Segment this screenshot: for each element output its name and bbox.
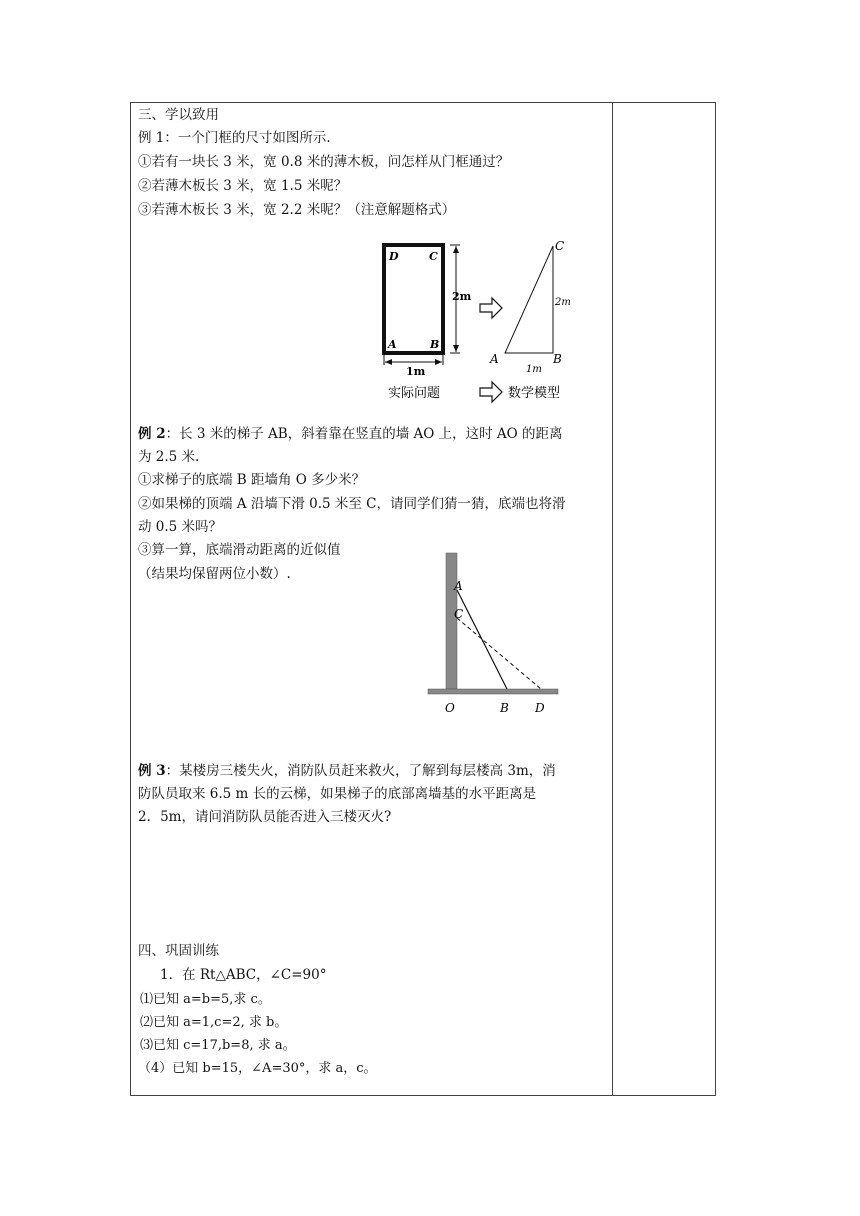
exercise-sub-2: ⑵已知 a=1,c=2, 求 b。 bbox=[140, 1015, 288, 1030]
door-label-c: C bbox=[429, 250, 438, 263]
ex3-line1: 例 3：某楼房三楼失火，消防队员赶来救火，了解到每层楼高 3m，消 bbox=[138, 763, 556, 779]
ex1-title: 例 1：一个门框的尺寸如图所示. bbox=[138, 130, 331, 146]
exercise-sub-1: ⑴已知 a=b=5,求 c。 bbox=[140, 992, 271, 1007]
ladder-ab bbox=[457, 590, 507, 689]
door-width-label: 1m bbox=[406, 365, 426, 378]
tri-height-label: 2m bbox=[555, 297, 571, 308]
ex2-q3b: （结果均保留两位小数）. bbox=[138, 566, 291, 582]
fig-label-c: C bbox=[454, 607, 464, 621]
ex2-q2a: ②如果梯的顶端 A 沿墙下滑 0.5 米至 C，请同学们猜一猜，底端也将滑 bbox=[138, 496, 566, 512]
section3-heading: 三、学以致用 bbox=[138, 107, 219, 123]
ladder-cd-dashed bbox=[457, 618, 541, 689]
door-frame-figure bbox=[372, 236, 602, 406]
exercise-item-1: 1．在 Rt△ABC，∠C=90° bbox=[160, 967, 327, 983]
hollow-arrow-icon bbox=[480, 298, 502, 318]
ladder-figure bbox=[425, 550, 565, 720]
caption-math-model: 数学模型 bbox=[508, 386, 561, 401]
caption-arrow-icon bbox=[480, 382, 502, 402]
fig-label-o: O bbox=[445, 701, 455, 715]
exercise-sub-4: （4）已知 b=15，∠A=30°，求 a，c。 bbox=[138, 1061, 377, 1076]
tri-label-c: C bbox=[555, 239, 565, 253]
tri-width-label: 1m bbox=[526, 364, 542, 375]
ex3-line3: 2．5m，请问消防队员能否进入三楼灭火? bbox=[138, 809, 392, 825]
ex2-q2b: 动 0.5 米吗？ bbox=[138, 519, 223, 535]
ex2-q3a: ③算一算，底端滑动距离的近似值 bbox=[138, 542, 341, 558]
ex1-q3: ③若薄木板长 3 米，宽 2.2 米呢？（注意解题格式） bbox=[138, 202, 456, 218]
door-height-label: 2m bbox=[452, 290, 472, 303]
caption-real-problem: 实际问题 bbox=[388, 386, 441, 401]
door-label-d: D bbox=[389, 250, 399, 263]
ex3-line2: 防队员取来 6.5 m 长的云梯，如果梯子的底部离墙基的水平距离是 bbox=[138, 786, 537, 802]
ex1-q1: ①若有一块长 3 米，宽 0.8 米的薄木板，问怎样从门框通过？ bbox=[138, 154, 510, 170]
door-label-a: A bbox=[388, 338, 397, 351]
ex2-q1: ①求梯子的底端 B 距墙角 O 多少米？ bbox=[138, 472, 366, 488]
door-label-b: B bbox=[430, 338, 440, 351]
column-divider bbox=[612, 103, 613, 1095]
fig-label-b: B bbox=[500, 701, 509, 715]
right-triangle bbox=[505, 246, 553, 353]
section4-heading: 四、巩固训练 bbox=[138, 943, 219, 959]
ex1-q2: ②若薄木板长 3 米，宽 1.5 米呢？ bbox=[138, 178, 348, 194]
exercise-sub-3: ⑶已知 c=17,b=8, 求 a。 bbox=[140, 1038, 296, 1053]
ex2-label: 例 2 bbox=[138, 426, 166, 442]
fig-label-d: D bbox=[535, 701, 545, 715]
ex2-line2: 为 2.5 米. bbox=[138, 449, 200, 465]
ex3-label: 例 3 bbox=[138, 763, 166, 779]
ex2-line1: 例 2：长 3 米的梯子 AB，斜着靠在竖直的墙 AO 上，这时 AO 的距离 bbox=[138, 426, 563, 442]
fig-label-a: A bbox=[454, 579, 463, 593]
tri-label-a: A bbox=[490, 352, 499, 366]
tri-label-b: B bbox=[553, 352, 562, 366]
ground bbox=[428, 689, 558, 694]
wall bbox=[446, 553, 457, 689]
